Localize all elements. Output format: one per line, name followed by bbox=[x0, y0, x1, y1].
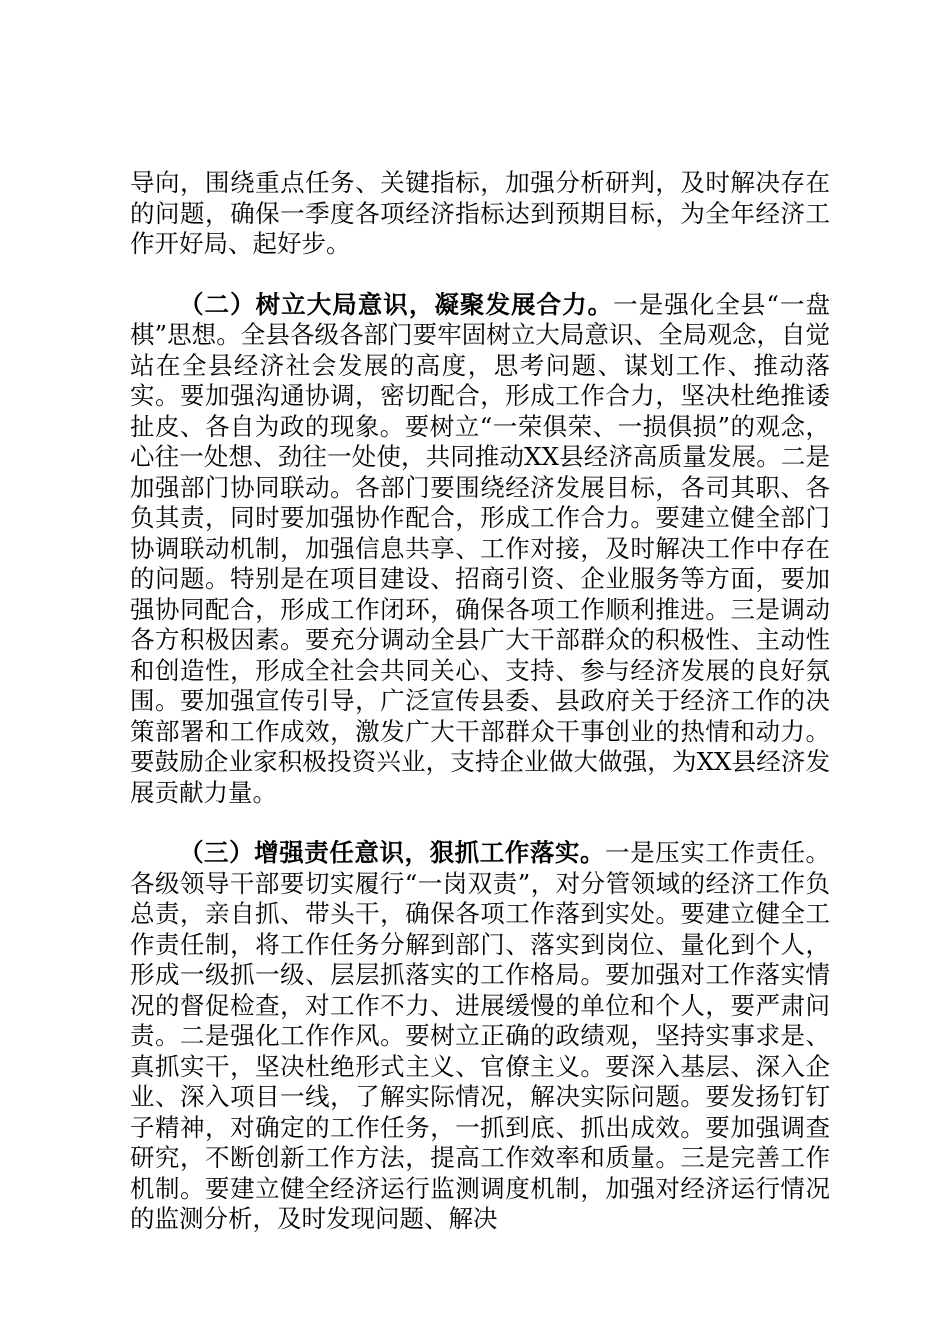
paragraph-section-2 bbox=[130, 290, 830, 809]
paragraph-gap bbox=[130, 260, 830, 290]
document-body bbox=[130, 168, 830, 1235]
paragraph-text: 导向，围绕重点任务、关键指标，加强分析研判，及时解决存在的问题，确保一季度各项经济指标达到预期目标，为全年经济工作开好局、起好步。 bbox=[130, 168, 830, 258]
section-heading-2: （二）树立大局意识，凝聚发展合力。 bbox=[179, 289, 614, 319]
section-heading-3: （三）增强责任意识，狠抓工作落实。 bbox=[179, 838, 606, 867]
paragraph-text: 一是压实工作责任。各级领导干部要切实履行“一岗双责”，对分管领域的经济工作负总责，亲自抓、带头干，确保各项工作落到实处。要建立健全工作责任制，将工作任务分解到部门、落实到岗位、量化到个人，形成一级抓一级、层层抓落实的工作格局。要加强对工作落实情况的督促检查，对工作不力、进展缓慢的单位和个人，要严肃问责。二是强化工作作风。要树立正确的政绩观，坚持实事求是、真抓实干，坚决杜绝形式主义、官僚主义。要深入基层、深入企业、深入项目一线，了解实际情况，解决实际问题。要发扬钉钉子精神，对确定的工作任务，一抓到底、抓出成效。要加强调查研究，不断创新工作方法，提高工作效率和质量。三是完善工作机制。要建立健全经济运行监测调度机制，加强对经济运行情况的监测分析，及时发现问题、解决 bbox=[130, 838, 831, 1233]
paragraph-section-3 bbox=[130, 838, 830, 1235]
paragraph-continuation bbox=[130, 168, 830, 260]
paragraph-gap bbox=[130, 808, 830, 838]
paragraph-text: 一是强化全县“一盘棋”思想。全县各级各部门要牢固树立大局意识、全局观念，自觉站在全县经济社会发展的高度，思考问题、谋划工作、推动落实。要加强沟通协调，密切配合，形成工作合力，坚决杜绝推诿扯皮、各自为政的现象。要树立“一荣俱荣、一损俱损”的观念，心往一处想、劲往一处使，共同推动XX县经济高质量发展。二是加强部门协同联动。各部门要围绕经济发展目标，各司其职、各负其责，同时要加强协作配合，形成工作合力。要建立健全部门协调联动机制，加强信息共享、工作对接，及时解决工作中存在的问题。特别是在项目建设、招商引资、企业服务等方面，要加强协同配合，形成工作闭环，确保各项工作顺利推进。三是调动各方积极因素。要充分调动全县广大干部群众的积极性、主动性和创造性，形成全社会共同关心、支持、参与经济发展的良好氛围。要加强宣传引导，广泛宣传县委、县政府关于经济工作的决策部署和工作成效，激发广大干部群众干事创业的热情和动力。要鼓励企业家积极投资兴业，支持企业做大做强，为XX县经济发展贡献力量。 bbox=[130, 289, 831, 807]
